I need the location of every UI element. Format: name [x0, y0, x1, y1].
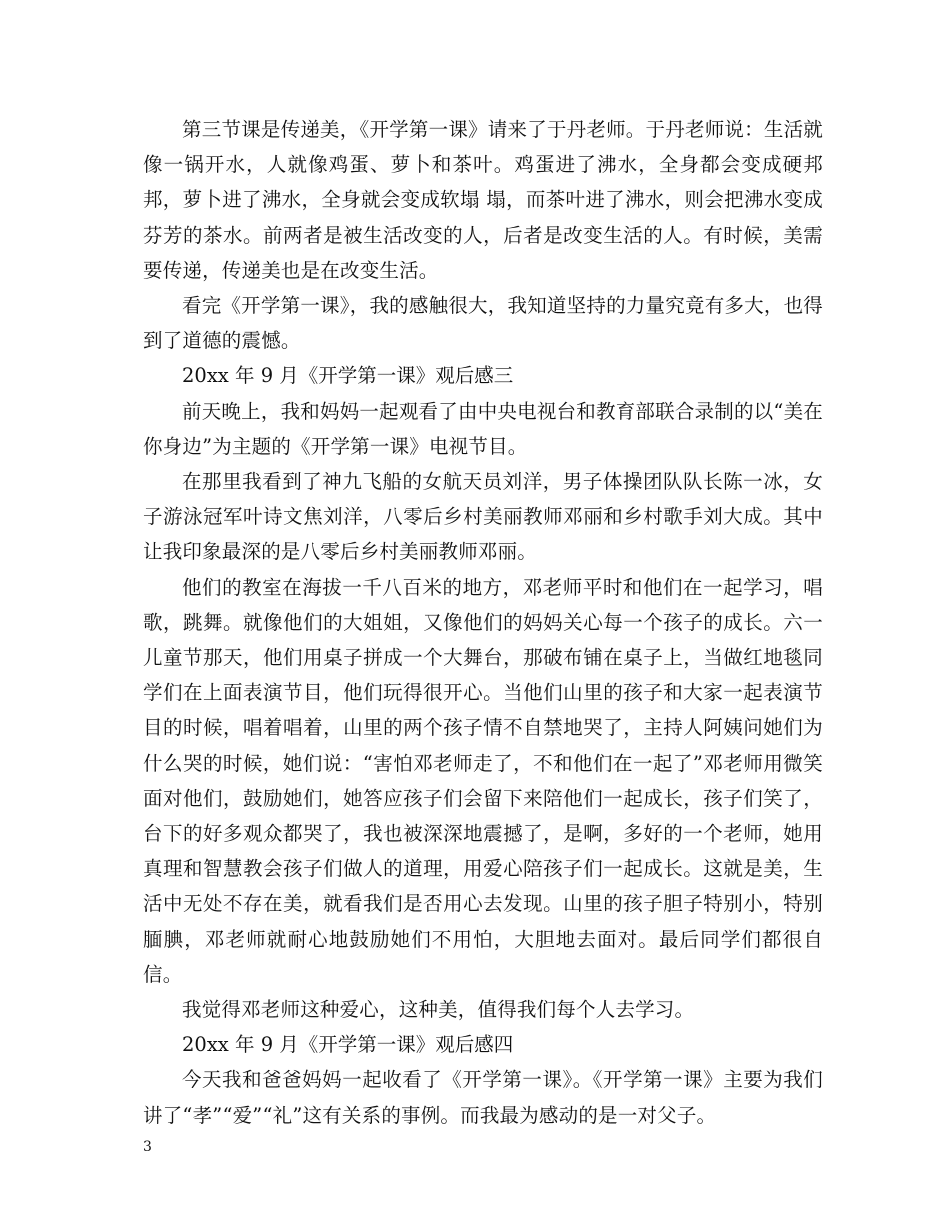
paragraph-intro-viewing: 前天晚上，我和妈妈一起观看了由中央电视台和教育部联合录制的以“美在你身边”为主题的《开学第一课》电视节目。 — [143, 399, 823, 458]
paragraph-reflection: 看完《开学第一课》，我的感触很大，我知道坚持的力量究竟有多大，也得到了道德的震憾。 — [143, 294, 823, 353]
document-body — [143, 112, 823, 1133]
paragraph-lesson-three: 第三节课是传递美，《开学第一课》请来了于丹老师。于丹老师说：生活就像一锅开水，人就像鸡蛋、萝卜和茶叶。鸡蛋进了沸水，全身都会变成硬邦邦，萝卜进了沸水，全身就会变成软塌 塌，而茶叶进了沸水，则会把沸水变成芬芳的茶水。前两者是被生活改变的人，后者是改变生活的人。有时候，美需要传递，传递美也是在改变生活。 — [143, 118, 823, 282]
page-number: 3 — [143, 1139, 152, 1155]
paragraph-guests: 在那里我看到了神九飞船的女航天员刘洋，男子体操团队队长陈一冰，女子游泳冠军叶诗文焦刘洋，八零后乡村美丽教师邓丽和乡村歌手刘大成。其中让我印象最深的是八零后乡村美丽教师邓丽。 — [143, 470, 823, 564]
paragraph-conclusion: 我觉得邓老师这种爱心，这种美，值得我们每个人去学习。 — [182, 998, 695, 1022]
section-heading-four: 20xx 年 9 月《开学第一课》观后感四 — [182, 1033, 514, 1057]
paragraph-lesson-four-intro: 今天我和爸爸妈妈一起收看了《开学第一课》。《开学第一课》主要为我们讲了“孝”“爱”“礼”这有关系的事例。而我最为感动的是一对父子。 — [143, 1068, 823, 1127]
section-heading-three: 20xx 年 9 月《开学第一课》观后感三 — [182, 364, 514, 388]
paragraph-teacher-story: 他们的教室在海拔一千八百米的地方，邓老师平时和他们在一起学习，唱歌，跳舞。就像他们的大姐姐，又像他们的妈妈关心每一个孩子的成长。六一儿童节那天，他们用桌子拼成一个大舞台，那破布铺在桌子上，当做红地毯同学们在上面表演节目，他们玩得很开心。当他们山里的孩子和大家一起表演节目的时候，唱着唱着，山里的两个孩子情不自禁地哭了，主持人阿姨问她们为什么哭的时候，她们说：“害怕邓老师走了，不和他们在一起了”邓老师用微笑面对他们，鼓励她们，她答应孩子们会留下来陪他们一起成长，孩子们笑了，台下的好多观众都哭了，我也被深深地震撼了，是啊，多好的一个老师，她用真理和智慧教会孩子们做人的道理，用爱心陪孩子们一起成长。这就是美，生活中无处不存在美，就看我们是否用心去发现。山里的孩子胆子特别小，特别腼腆，邓老师就耐心地鼓励她们不用怕，大胆地去面对。最后同学们都很自信。 — [143, 575, 823, 986]
